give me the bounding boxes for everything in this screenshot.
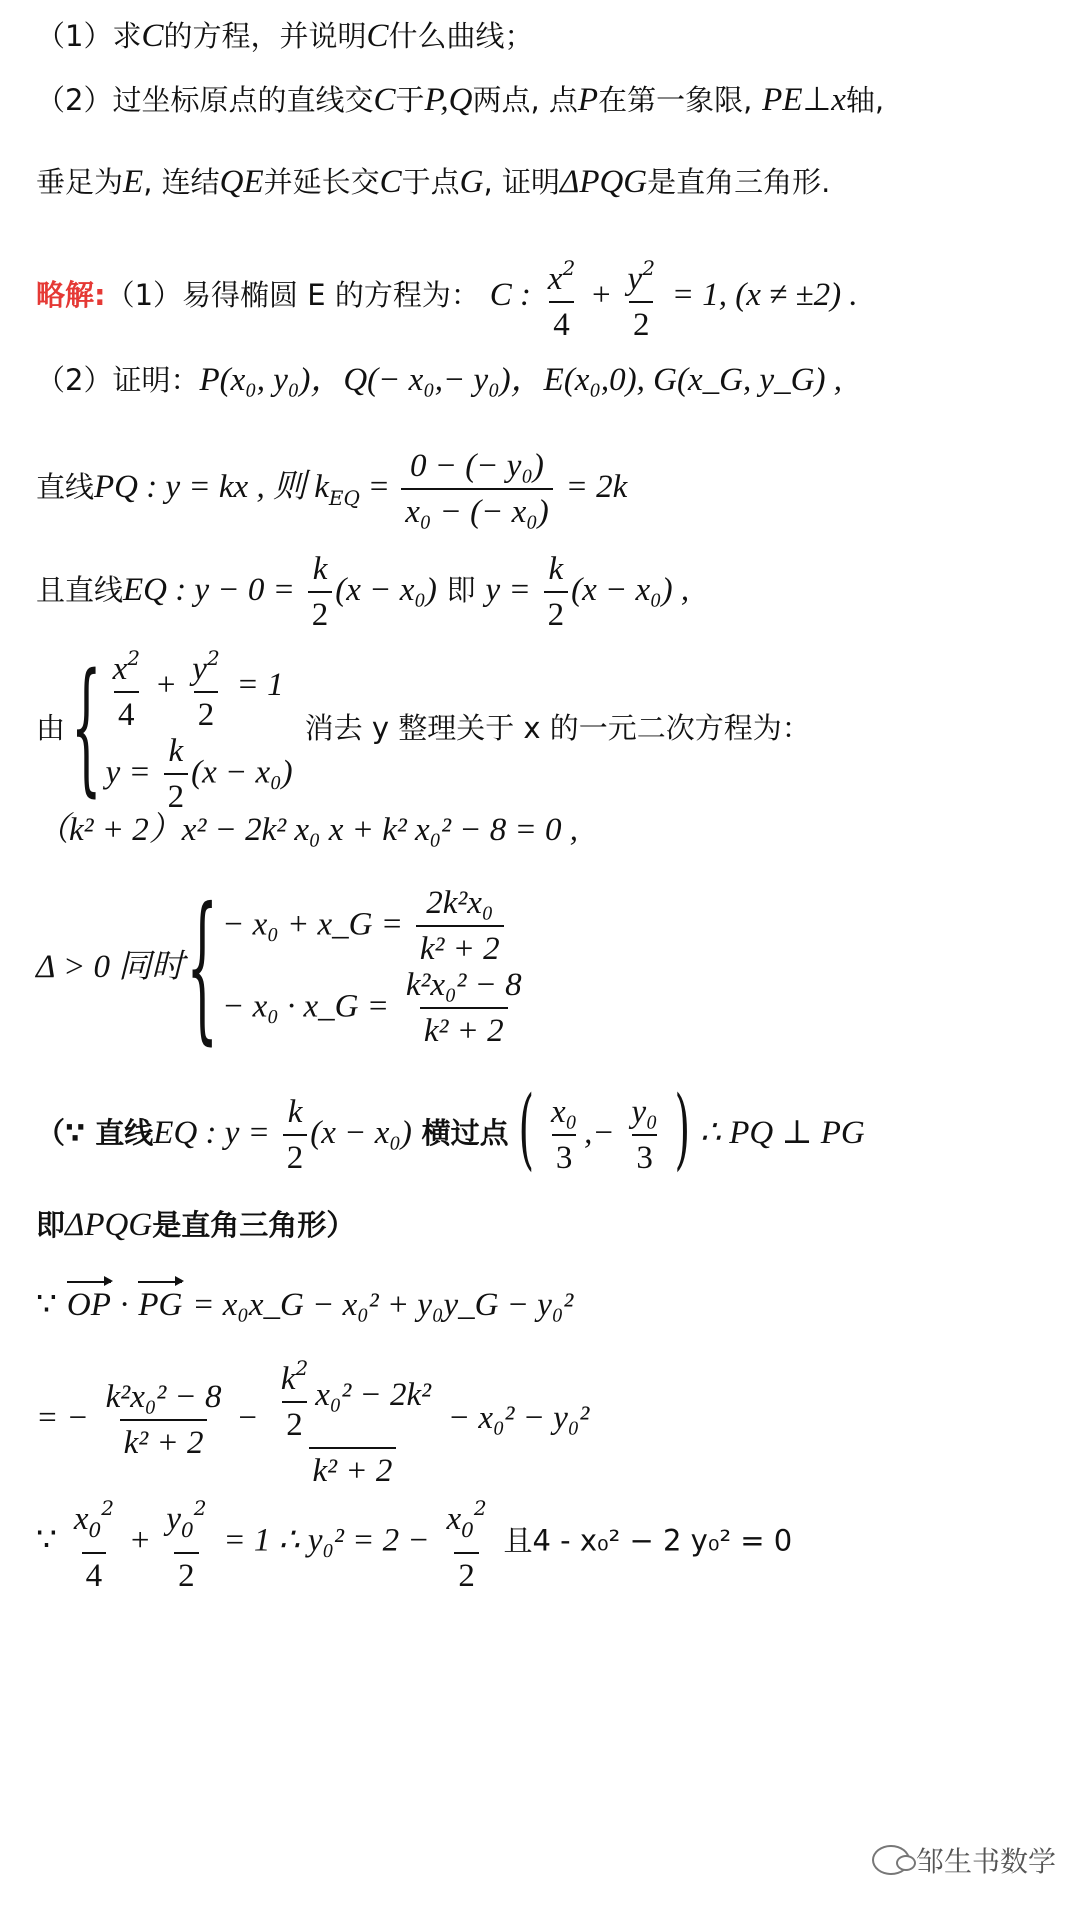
dot-product: ∵ OP · PG = x₀x_G − x₀² + y₀y_G − y₀²: [36, 1287, 574, 1323]
watermark: 邹生书数学: [872, 1840, 1056, 1880]
line-pq-slope: 直线PQ : y = kx , 则 $k_{EQ}$ = $\frac{\text{0 − (− y₀)}}{\text{x₀ − (− x₀)}}$ = 2k: [36, 447, 628, 530]
final-relation: ∵ $\frac{x_0^2}{4}$ + $\frac{y_0^2}{2}$ = 1 ∴ y₀² = 2 − $\frac{x_0^2}{2}$ 且4 - x₀² − 2 y₀² = 0: [36, 1496, 793, 1594]
system-vieta: Δ > 0 同时 { − x₀ + x_G = $\frac{\text{2k²x₀}}{\text{k² + 2}}$ − x₀ · x_G = $\frac{\text{k²x₀² − 8}}{\text{k² + 2}}$: [36, 874, 522, 1060]
question-2-part-a: （2）过坐标原点的直线交C于P,Q两点, 点P在第一象限, PE⊥x轴,: [36, 82, 885, 118]
solution-part-1: 略解:（1）易得椭圆 E 的方程为： C : $\frac{x^2}{4}$ + $\frac{y^2}{2}$ = 1, (x ≠ ±2) .: [36, 256, 858, 343]
quadratic-equation: （k² + 2）x² − 2k² x₀ x + k² x₀² − 8 = 0 ,: [36, 812, 579, 848]
wechat-icon: [872, 1845, 910, 1875]
question-1: （1）求C的方程，并说明C什么曲线；: [36, 18, 534, 54]
system-ellipse-line: 由 { $\frac{x^2}{4}$ + $\frac{y^2}{2}$ = 1 y = $\frac{k}{2}$ (x − x₀) 消去 y 整理关于 x 的一元二次方程为：: [36, 643, 811, 815]
question-2-part-b: 垂足为E, 连结QE并延长交C于点G, 证明ΔPQG是直角三角形.: [36, 164, 831, 200]
solution-part-2-points: （2）证明：P(x₀, y₀)，Q(− x₀,− y₀)，E(x₀,0), G(x_G, y_G) ,: [36, 362, 842, 398]
dot-product-expansion: = − $\frac{\text{k²x₀² − 8}}{\text{k² + 2}}$ − $\frac{k^2}{2}$ x₀² − 2k² k² + 2 − x₀² − y₀²: [36, 1356, 590, 1489]
note-conclusion: 即ΔPQG是直角三角形）: [36, 1207, 356, 1243]
note-fixed-point: （∵ 直线EQ : y = $\frac{k}{2}$ (x − x₀) 横过点 ( $\frac{\text{x₀}}{3}$ ,− $\frac{\text{y₀}}{3}$ ) ∴ PQ ⊥ PG: [36, 1079, 865, 1181]
line-eq-equation: 且直线EQ : y − 0 = $\frac{k}{2}$ (x − x₀) 即 y = $\frac{k}{2}$ (x − x₀) ,: [36, 550, 690, 633]
